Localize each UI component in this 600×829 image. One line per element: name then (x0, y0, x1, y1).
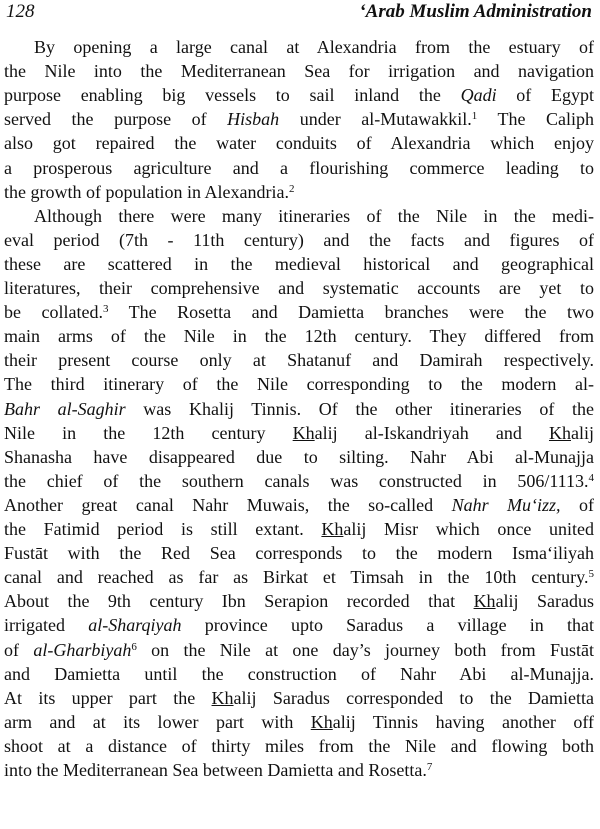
italic-term: al-Sharqiyah (88, 615, 182, 636)
text-run: alij Misr which once united (343, 519, 594, 539)
text-run: of Egypt (496, 85, 594, 106)
text-run: on the Nile at one day’s journey both from Fustāt (136, 639, 594, 660)
text-run: shoot at a distance of thirty miles from the Nile and flowing both (4, 735, 594, 756)
text-run: irrigated (4, 615, 89, 636)
text-line (4, 589, 594, 613)
text-run: their present course only at Shatanuf and Damirah respectively. (4, 350, 594, 371)
text-line (4, 469, 594, 493)
text-run: into the Mediterranean Sea between Damietta and Rosetta. (4, 760, 427, 780)
italic-term: Hisbah (227, 109, 280, 130)
footnote-marker: 3 (102, 303, 109, 316)
footnote-marker: 7 (426, 761, 433, 773)
text-line (4, 107, 594, 131)
running-head: ‘Arab Muslim Administration (359, 1, 592, 22)
text-line (4, 613, 594, 637)
underlined-letters: Kh (211, 687, 234, 708)
text-line (4, 324, 594, 348)
text-line (4, 180, 594, 204)
text-line (4, 758, 594, 782)
text-line (34, 35, 594, 59)
text-run: a prosperous agriculture and a flourishing commerce leading to (4, 157, 594, 178)
text-line (4, 662, 594, 686)
text-run: By opening a large canal at Alexandria from the estuary of (34, 37, 594, 57)
italic-term: al-Gharbiyah (33, 639, 132, 660)
text-run: of (560, 494, 594, 515)
text-run: literatures, their comprehensive and systematic accounts are yet to (4, 278, 594, 298)
text-run: The Rosetta and Damietta branches were the two (108, 302, 594, 323)
text-line (4, 397, 594, 421)
text-line (4, 276, 594, 300)
text-line (4, 686, 594, 710)
text-line (4, 734, 594, 758)
text-line (4, 300, 594, 324)
text-line (4, 83, 594, 107)
text-run: be collated. (4, 302, 103, 323)
text-run: the chief of the southern canals was constructed in 506/1113. (4, 470, 589, 491)
text-run: Nile in the 12th century (4, 422, 293, 443)
text-run: Shanasha have disappeared due to silting. Nahr Abi al-Munajja (4, 446, 594, 467)
text-run: canal and reached as far as Birkat et Timsah in the 10th century. (4, 567, 589, 588)
text-run: Another great canal Nahr Muwais, the so-called (4, 494, 452, 515)
text-line (4, 565, 594, 589)
underlined-letters: Kh (548, 422, 571, 443)
text-run: was Khalij Tinnis. Of the other itineraries of the (125, 398, 594, 419)
text-run: the Nile into the Mediterranean Sea for irrigation and navigation (4, 61, 594, 82)
text-run: alij Saradus (495, 591, 594, 612)
text-line (4, 348, 594, 372)
footnote-marker: 6 (131, 640, 137, 653)
page-header (6, 0, 592, 26)
text-line (4, 228, 594, 252)
text-run: alij (570, 422, 594, 443)
text-line (4, 252, 594, 276)
text-run: the Fatimid period is still extant. (4, 519, 322, 539)
footnote-marker: 1 (471, 110, 478, 123)
underlined-letters: Kh (292, 422, 315, 443)
text-line (4, 638, 594, 662)
text-run: also got repaired the water conduits of Alexandria which enjoy (4, 133, 594, 154)
text-run: The third itinerary of the Nile corresponding to the modern al- (4, 374, 594, 395)
text-run: these are scattered in the medieval historical and geographical (4, 253, 594, 274)
text-line (4, 59, 594, 83)
text-run: At its upper part the (4, 687, 212, 708)
text-line (4, 156, 594, 180)
text-run: About the 9th century Ibn Serapion recorded that (4, 591, 474, 612)
italic-term: Nahr Mu‘izz, (451, 494, 561, 515)
underlined-letters: Kh (310, 711, 333, 732)
text-run: The Caliph (477, 109, 594, 130)
text-run: of (4, 639, 34, 660)
footnote-marker: 5 (588, 568, 594, 581)
text-run: purpose enabling big vessels to sail inland the (4, 85, 461, 106)
text-run: Although there were many itineraries of the Nile in the medi- (34, 205, 594, 226)
text-run: alij Tinnis having another off (332, 711, 594, 732)
text-line (34, 204, 594, 228)
text-line (4, 421, 594, 445)
text-line (4, 493, 594, 517)
text-line (4, 445, 594, 469)
underlined-letters: Kh (473, 591, 496, 612)
text-line (4, 517, 594, 541)
underlined-letters: Kh (321, 519, 344, 539)
text-line (4, 541, 594, 565)
text-run: province upto Saradus a village in that (181, 615, 594, 636)
text-line (4, 372, 594, 396)
text-run: alij Saradus corresponded to the Damietta (233, 687, 594, 708)
italic-term: Qadi (460, 85, 497, 106)
text-run: and Damietta until the construction of Nahr Abi al-Munajja. (4, 663, 594, 684)
text-line (4, 131, 594, 155)
footnote-marker: 2 (288, 182, 295, 195)
text-run: arm and at its lower part with (4, 711, 311, 732)
text-line (4, 710, 594, 734)
text-run: alij al-Iskandriyah and (314, 422, 549, 443)
text-run: under al-Mutawakkil. (279, 109, 472, 130)
italic-term: Bahr al-Saghir (4, 398, 126, 419)
text-run: the growth of population in Alexandria. (4, 181, 289, 202)
footnote-marker: 4 (588, 471, 594, 484)
text-run: Fustāt with the Red Sea corresponds to the modern Isma‘iliyah (4, 543, 594, 564)
text-run: served the purpose of (4, 109, 228, 130)
page-number: 128 (6, 1, 35, 22)
text-run: main arms of the Nile in the 12th century. They differed from (4, 326, 594, 347)
text-run: eval period (7th - 11th century) and the facts and figures of (4, 229, 594, 250)
